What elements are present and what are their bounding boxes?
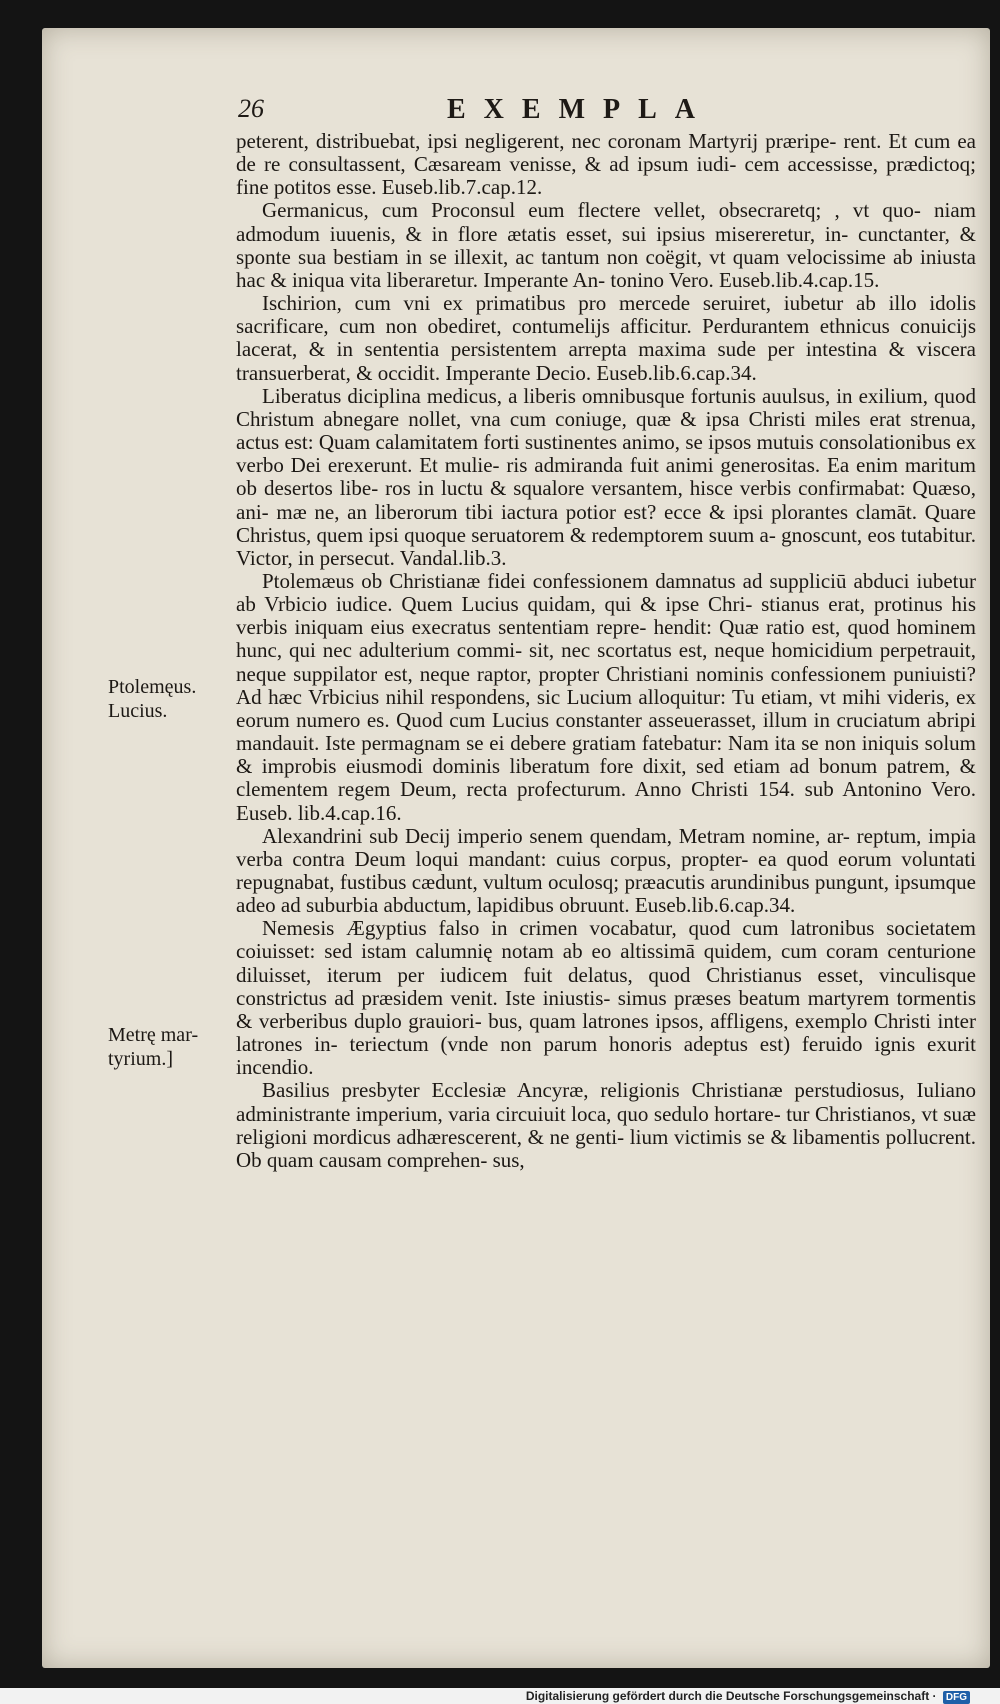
paragraph-ptolemaeus: Ptolemæus ob Christianæ fidei confessionem damnatus ad suppliciū abduci iubetur ab Vrbicio iudice. Quem Lucius quidam, qui & ipse Chri- stianus erat, protinus his verbis iniquam eius execratus sententiam repre- hendit: Quæ ratio est, quod hominem hunc, qui nec adulterium commi- sit, nec scortatus est, neque homicidium perpetrauit, neque suppilator est, neque raptor, propter Christiani nominis confessionem puniuisti? Ad hæc Vrbicius nihil respondens, sic Lucium alloquitur: Tu etiam, vt mihi videris, ex eorum numero es. Quod cum Lucius constanter asseuerasset, illum in cruciatum abripi mandauit. Iste permagnam se ei debere gratiam fatebatur: Nam ita se non iniquis solum & improbis eiusmodi dominis liberatum fore dixit, sed etiam ad bonum patrem, & clementem regem Deum, recta profecturum. Anno Christi 154. sub Antonino Vero. Euseb. lib.4.cap.16. bbox=[236, 568, 976, 825]
funding-credit bbox=[526, 1688, 970, 1704]
running-head bbox=[42, 94, 990, 126]
funding-credit-text: Digitalisierung gefördert durch die Deutsche Forschungsgemeinschaft · bbox=[525, 1689, 937, 1703]
paragraph-nemesis: Nemesis Ægyptius falso in crimen vocabatur, quod cum latronibus societatem coiuisset: sed istam calumnię notam ab eo altissimā quidem, cum coram centurione diluisset, iterum per iudicem fuit delatus, quod Christianus esset, vinculisque constrictus ad præsidem venit. Iste iniustis- simus præses beatum martyrem tormentis & verberibus duplo grauiori- bus, quam latrones ipsos, affligens, exemplo Christi inter latrones in- teriectum (vnde non parum honoris adeptus est) feruido ignis exurit incendio. bbox=[236, 916, 976, 1080]
marginal-note-lucius: Lucius. bbox=[108, 700, 168, 722]
main-text-block bbox=[236, 130, 976, 1172]
marginal-note-ptolemaeus: Ptolemęus. bbox=[108, 676, 197, 698]
paragraph-metras: Alexandrini sub Decij imperio senem quendam, Metram nomine, ar- reptum, impia verba contra Deum loqui mandant: cuius corpus, propter- ea quod eorum voluntati repugnabat, fustibus cædunt, vultum oculosq; præacutis arundinibus pungunt, ipsumque adeo ad suburbia abductum, lapidibus obruunt. Euseb.lib.6.cap.34. bbox=[236, 823, 976, 918]
paragraph-ischirion: Ischirion, cum vni ex primatibus pro mercede seruiret, iubetur ab illo idolis sacrificare, cum non obediret, contumelijs afficitur. Perdurantem ethnicus conuicijs lacerat, & in sententia persistentem arrepta maxima sude per intestina & viscera transuerberat, & occidit. Imperante Decio. Euseb.lib.6.cap.34. bbox=[236, 291, 976, 385]
paragraph-liberatus: Liberatus diciplina medicus, a liberis omnibusque fortunis auulsus, in exilium, quod Christum abnegare nollet, vna cum coniuge, quæ & ipsa Christi miles erat strenua, actus est: Quam calamitatem forti sustinentes animo, se ipsos mutuis consolationibus ex verbo Dei erexerunt. Et mulie- ris admiranda fuit animi generositas. Ea enim maritum ob desertos libe- ros in luctu & squalore versantem, hisce verbis confirmabat: Quæso, ani- mæ ne, an liberorum tibi iactura potior est? ecce & ipsi plorantes clamāt. Quare Christus, quem ipsi quoque seruatorem & redemptorem suum a- gnoscunt, eos tutabitur. Victor, in persecut. Vandal.lib.3. bbox=[236, 383, 976, 570]
dfg-logo: DFG bbox=[943, 1691, 970, 1704]
digitization-footer bbox=[0, 1688, 1000, 1704]
book-page bbox=[42, 28, 990, 1668]
paragraph-basilius: Basilius presbyter Ecclesiæ Ancyræ, religionis Christianæ perstudiosus, Iuliano administrante imperium, varia circuiuit loca, quo sedulo hortare- tur Christianos, vt suæ religioni mordicus adhærescerent, & ne genti- lium victimis se & libamentis pollucrent. Ob quam causam comprehen- sus, bbox=[236, 1078, 976, 1172]
running-title: EXEMPLA bbox=[447, 94, 713, 125]
paragraph-continuation: peterent, distribuebat, ipsi negligerent, nec coronam Martyrij præripe- rent. Et cum ea de re consultassent, Cæsaream venisse, & ad ipsum iudi- cem accessisse, prædictoq; fine potitos esse. Euseb.lib.7.cap.12. bbox=[236, 129, 976, 200]
paragraph-germanicus: Germanicus, cum Proconsul eum flectere vellet, obsecraretq; , vt quo- niam admodum iuuenis, & in flore ætatis esset, sui ipsius misereretur, in- cunctanter, & sponte sua bestiam in se illexit, ac tantum non coëgit, vt quam velocissime ab iniusta hac & iniqua vita liberaretur. Imperante An- tonino Vero. Euseb.lib.4.cap.15. bbox=[236, 198, 976, 292]
page-number: 26 bbox=[238, 94, 264, 123]
marginal-note-metrae-2: tyrium.] bbox=[108, 1048, 173, 1070]
marginal-note-metrae-1: Metrę mar- bbox=[108, 1024, 199, 1046]
